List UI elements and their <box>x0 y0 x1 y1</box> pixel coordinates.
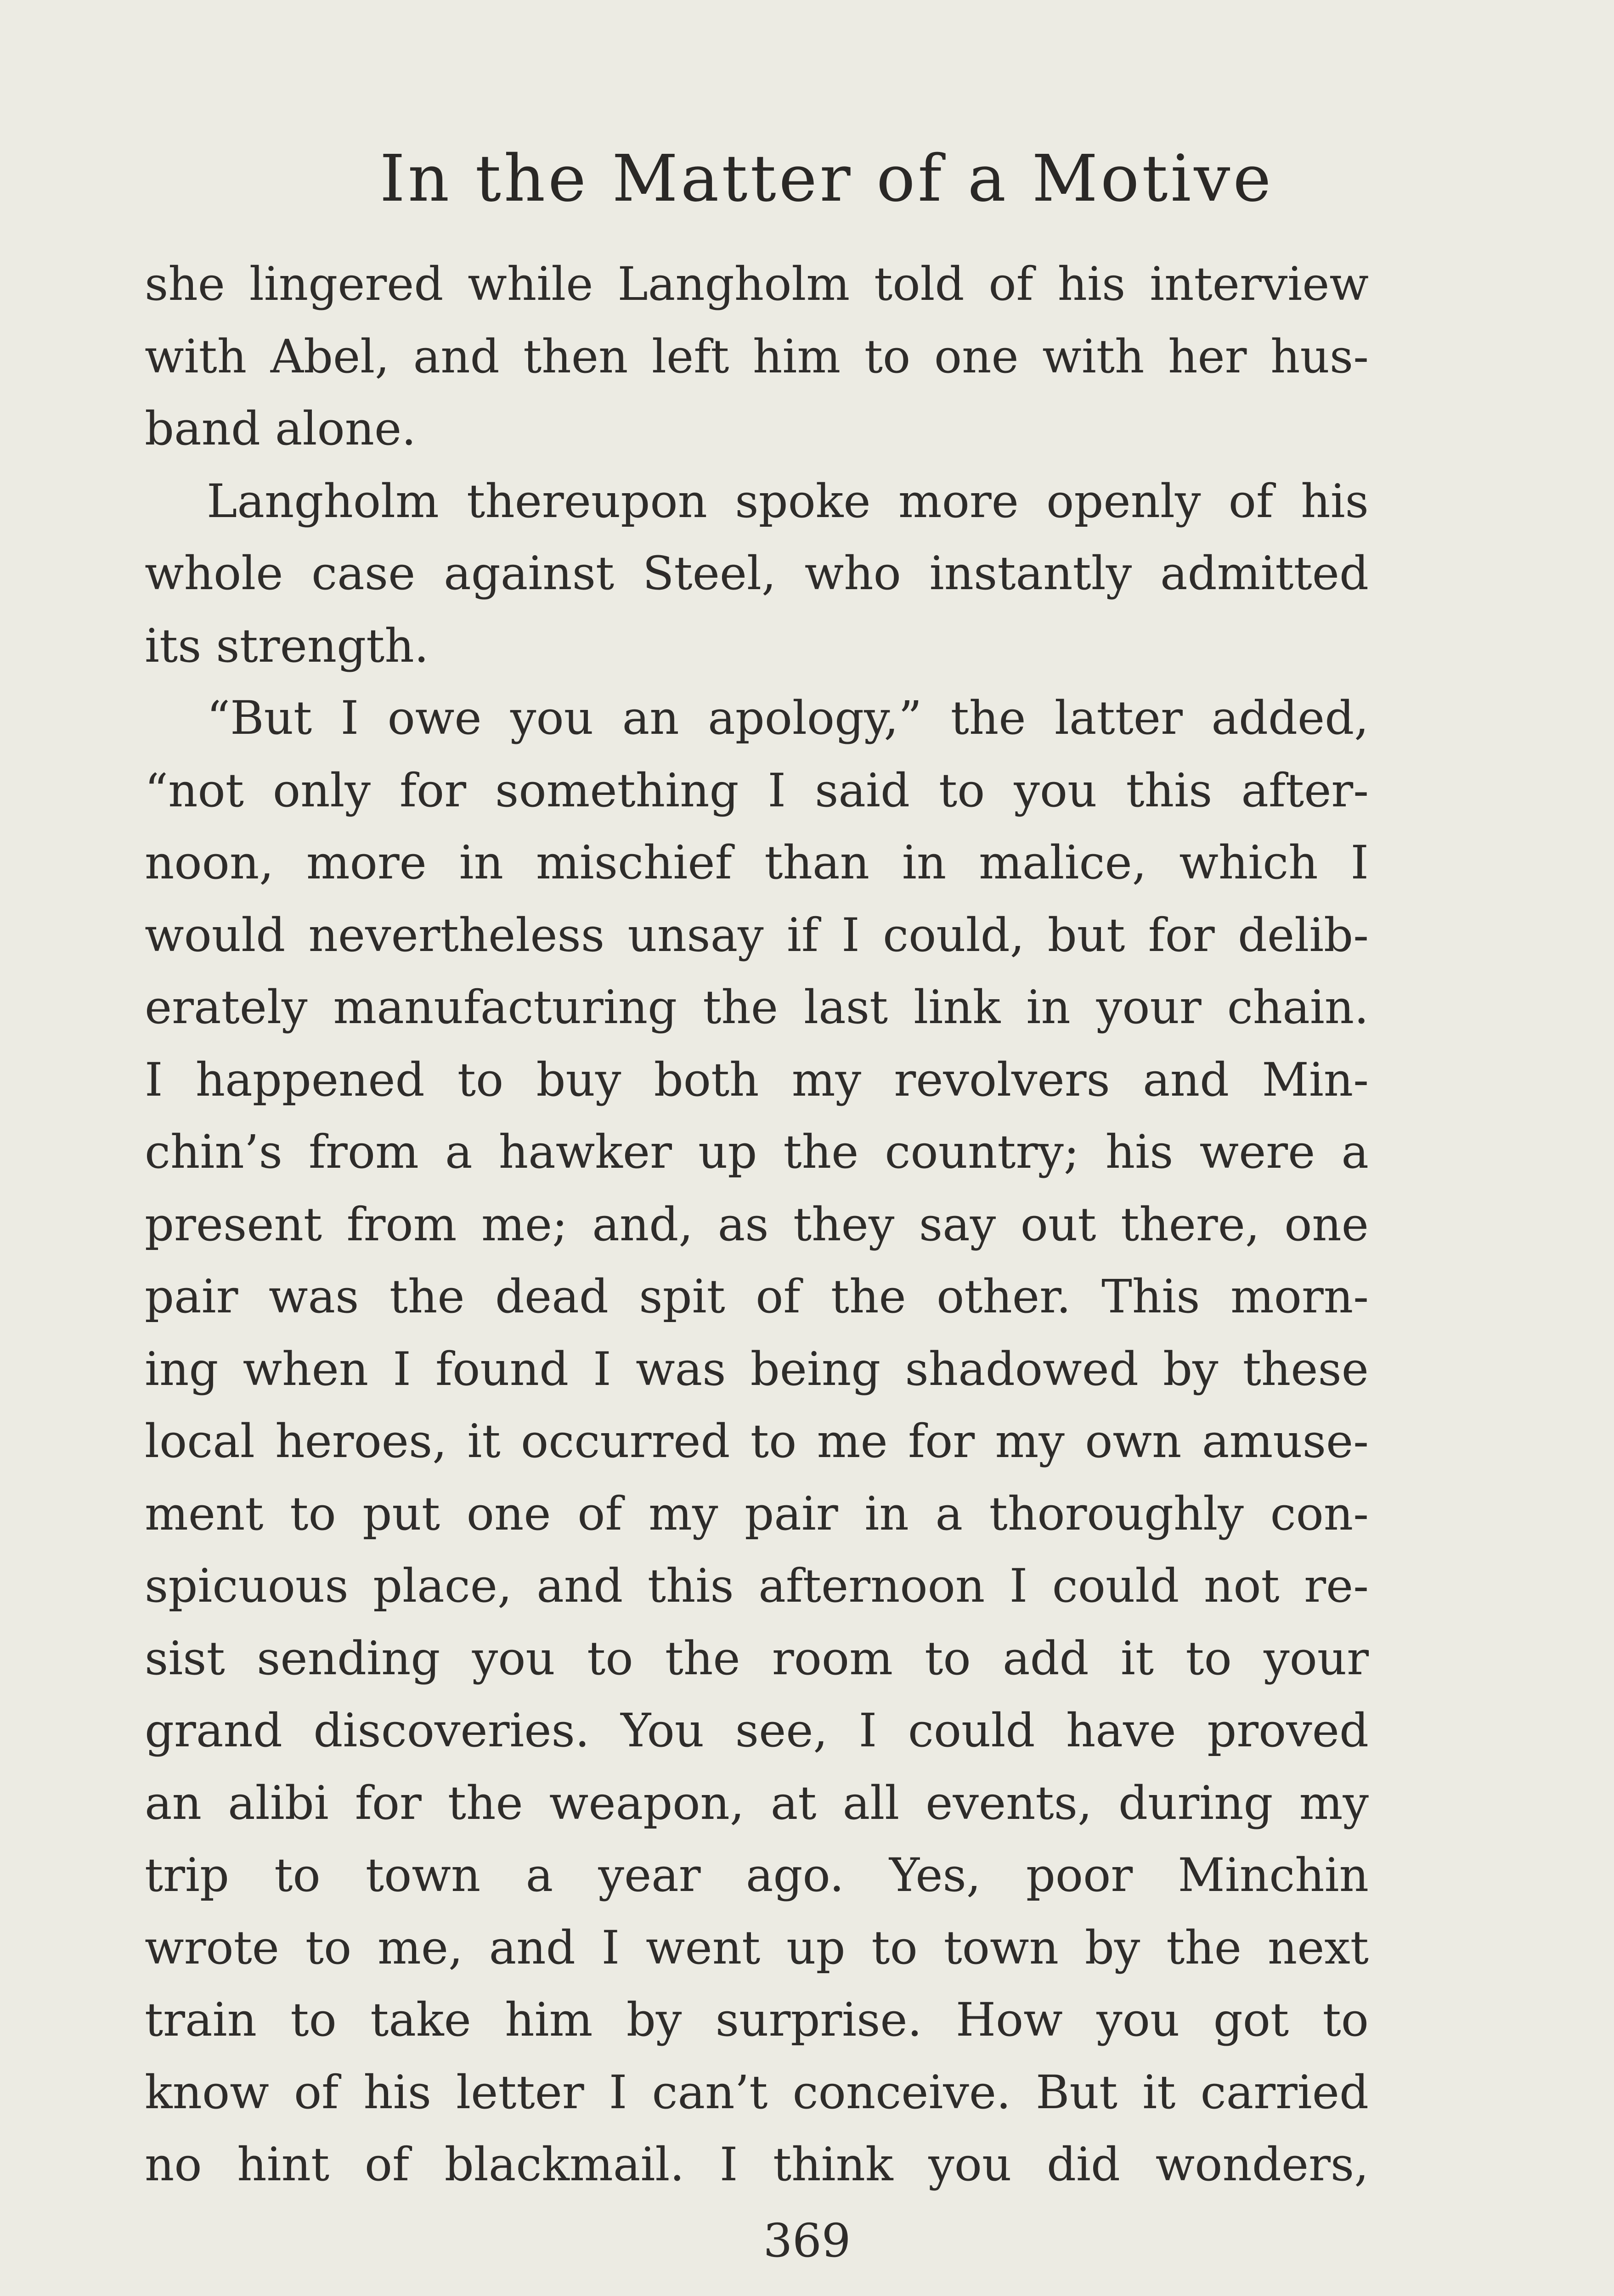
text-line: chin’s from a hawker up the country; his were a <box>145 1125 1369 1179</box>
text-line: “not only for something I said to you this after- <box>145 763 1369 817</box>
text-line: would nevertheless unsay if I could, but for delib- <box>145 908 1369 962</box>
text-line: know of his letter I can’t conceive. But it carried <box>145 2065 1369 2119</box>
text-line: she lingered while Langholm told of his interview <box>145 257 1369 311</box>
text-line: trip to town a year ago. Yes, poor Minchin <box>145 1848 1369 1902</box>
text-line: pair was the dead spit of the other. This morn- <box>145 1270 1369 1323</box>
text-line: ing when I found I was being shadowed by these <box>145 1342 1369 1396</box>
text-line: an alibi for the weapon, at all events, during my <box>145 1776 1369 1830</box>
text-line: band alone. <box>145 402 417 456</box>
text-line: train to take him by surprise. How you got to <box>145 1993 1369 2047</box>
text-line: its strength. <box>145 619 429 673</box>
text-line: present from me; and, as they say out there, one <box>145 1197 1369 1251</box>
body-text <box>145 248 1369 2201</box>
text-line: “But I owe you an apology,” the latter added, <box>207 691 1369 745</box>
text-line: noon, more in mischief than in malice, which I <box>145 836 1369 889</box>
text-line: whole case against Steel, who instantly admitted <box>145 546 1369 600</box>
text-line: ment to put one of my pair in a thoroughly con- <box>145 1486 1369 1541</box>
text-line: with Abel, and then left him to one with her hus- <box>145 329 1369 383</box>
text-line: grand discoveries. You see, I could have proved <box>145 1704 1369 1757</box>
text-line: sist sending you to the room to add it to your <box>145 1631 1369 1685</box>
text-line: local heroes, it occurred to me for my own amuse- <box>145 1414 1369 1468</box>
text-line: wrote to me, and I went up to town by the next <box>145 1920 1369 1975</box>
text-line: no hint of blackmail. I think you did wonders, <box>145 2138 1369 2191</box>
text-line: Langholm thereupon spoke more openly of his <box>207 474 1369 528</box>
text-line: erately manufacturing the last link in your chain. <box>145 980 1369 1034</box>
running-head: In the Matter of a Motive <box>379 141 1274 216</box>
page-number: 369 <box>763 2214 851 2268</box>
text-line: I happened to buy both my revolvers and Min- <box>145 1052 1369 1107</box>
text-line: spicuous place, and this afternoon I could not re- <box>145 1559 1369 1613</box>
